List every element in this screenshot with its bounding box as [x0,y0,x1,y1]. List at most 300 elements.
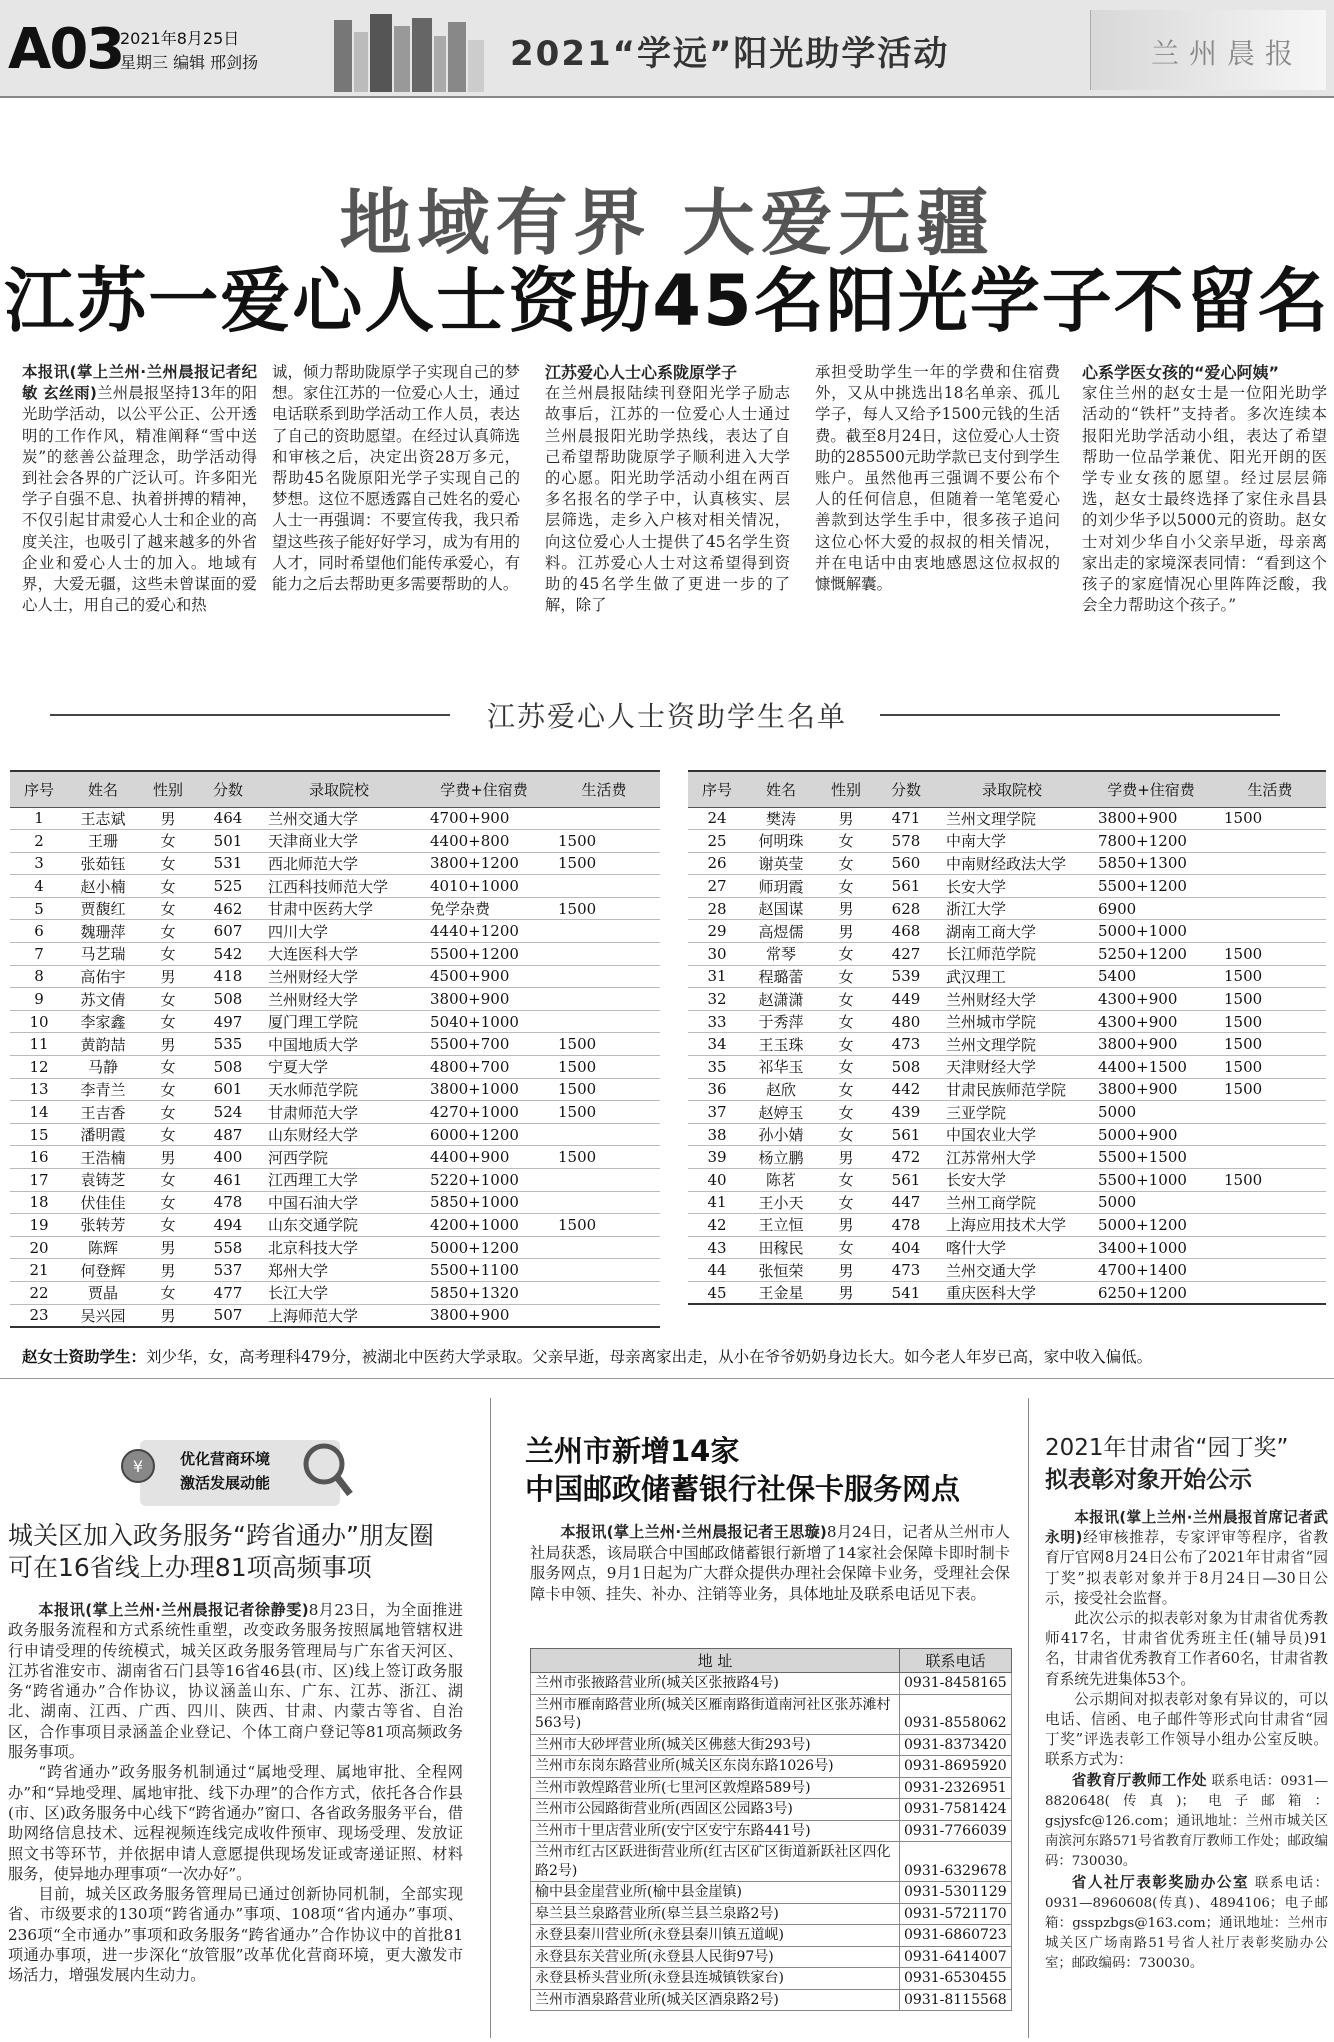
table-cell: 女 [138,920,198,943]
table-cell: 508 [198,1056,258,1079]
byline: 本报讯(掌上兰州·兰州晨报记者徐静雯) [38,1601,309,1619]
table-cell: 4300+900 [1088,988,1214,1011]
paragraph: 此次公示的拟表彰对象为甘肃省优秀教师417名，甘肃省优秀班主任(辅导员)91名，甘肃省优秀教育工作者60名，甘肃省教育系统先进集体53个。 [1045,1610,1328,1688]
table-cell: 561 [876,1123,936,1146]
table-cell: 4700+1400 [1088,1259,1214,1282]
table-cell: 497 [198,1010,258,1033]
table-row [688,1214,1326,1237]
table-cell: 女 [816,1078,876,1101]
column-header: 姓名 [68,771,138,807]
table-row [688,1281,1326,1304]
logo-text: 兰州晨报 [1151,37,1304,70]
phone-cell: 0931-7766039 [900,1820,1012,1842]
table-cell: 兰州财经大学 [258,988,420,1011]
table-cell: 24 [688,807,746,830]
table-cell: 5500+1000 [1088,1169,1214,1192]
table-cell: 兰州交通大学 [936,1259,1088,1282]
table-cell: 13 [10,1078,68,1101]
table-row [688,1236,1326,1259]
article-column-4 [815,362,1060,595]
table-cell: 王吉香 [68,1101,138,1124]
table-cell: 27 [688,875,746,898]
table-cell: 江苏常州大学 [936,1146,1088,1169]
table-cell: 王志斌 [68,807,138,830]
table-row [688,875,1326,898]
table-cell: 29 [688,920,746,943]
table-cell: 男 [138,1304,198,1327]
table-row [531,1777,1012,1799]
paragraph [8,1600,463,1762]
column-header: 生活费 [1214,771,1326,807]
table-row [531,1842,1012,1882]
table-cell: 樊涛 [746,807,816,830]
table-cell: 4440+1200 [420,920,548,943]
article-text: 在兰州晨报陆续刊登阳光学子励志故事后，江苏的一位爱心人士通过兰州晨报阳光助学热线，表达了自己希望帮助陇原学子顺利进入大学的心愿。阳光助学活动小组在两百多名报名的学子中，认真核实、层层筛选，走乡入户核对相关情况，向这位爱心人士提供了45名学生资料。江苏爱心人士对这希望得到资助的45名学生做了更进一步的了解，除了 [545,384,790,615]
table-cell: 5000+1200 [420,1236,548,1259]
article-text: 兰州晨报坚持13年的阳光助学活动，以公平公正、公开透明的工作作风，精准阐释“雪中送炭”的慈善公益理念，助学活动得到社会各界的广泛认可。许多阳光学子自强不息、执着拼搏的精神，不仅引起甘肃爱心人士和企业的高度关注，也吸引了越来越多的外省企业和爱心人士的加入。地域有界，大爱无疆，这些未曾谋面的爱心人士，用自己的爱心和热 [22,384,257,615]
table-cell: 江西理工大学 [258,1169,420,1192]
column-header: 序号 [688,771,746,807]
table-cell: 418 [198,965,258,988]
table-row [10,965,660,988]
table-row [688,830,1326,853]
table-row [10,1214,660,1237]
table-cell: 2 [10,830,68,853]
headline-primary: 地域有界 大爱无疆 [339,181,995,265]
table-cell: 浙江大学 [936,897,1088,920]
table-cell: 23 [10,1304,68,1327]
title-line-2: 拟表彰对象开始公示 [1045,1467,1252,1493]
address-cell: 兰州市公园路街营业所(西固区公园路3号) [531,1799,900,1821]
phone-cell: 0931-8458165 [900,1673,1012,1695]
table-cell: 4300+900 [1088,1010,1214,1033]
article-text: 承担受助学生一年的学费和住宿费外，又从中挑选出18名单亲、孤儿学子，每人又给予1500元钱的生活费。截至8月24日，这位爱心人士资助的285500元助学款已支付到学生账户。虽然他再三强调不要公布个人的任何信息，但随着一笔笔爱心善款到达学生手中，很多孩子追问这位心怀大爱的叔叔的相关情况，并在电话中由衷地感恩这位叔叔的慷慨解囊。 [815,363,1060,594]
table-row [10,1236,660,1259]
table-cell [548,875,660,898]
table-cell: 1500 [1214,943,1326,966]
table-cell: 李家鑫 [68,1010,138,1033]
table-cell: 4010+1000 [420,875,548,898]
table-cell: 郑州大学 [258,1259,420,1282]
table-cell: 高佑宇 [68,965,138,988]
table-cell: 女 [138,1214,198,1237]
table-cell: 6 [10,920,68,943]
article-title [8,1520,478,1584]
title-line-2: 中国邮政储蓄银行社保卡服务网点 [525,1472,961,1506]
table-cell: 赵潇潇 [746,988,816,1011]
roster-header-row [688,771,1326,807]
table-row [10,1259,660,1282]
table-cell: 宁夏大学 [258,1056,420,1079]
table-cell: 天津财经大学 [936,1056,1088,1079]
phone-cell: 0931-8558062 [900,1694,1012,1734]
contact-text: 联系电话：0931—8820648(传真)；电子邮箱：gsjysfc@126.com；通讯地址：兰州市城关区南滨河东路571号省教育厅教师工作处；邮政编码：730030。 [1045,1773,1328,1870]
roster-table-right [688,770,1326,1305]
table-cell: 上海应用技术大学 [936,1214,1088,1237]
table-cell: 5220+1000 [420,1169,548,1192]
table-cell: 王金星 [746,1281,816,1304]
table-cell: 兰州交通大学 [258,807,420,830]
table-cell: 女 [138,1056,198,1079]
table-cell [548,1010,660,1033]
table-cell: 487 [198,1123,258,1146]
table-cell: 480 [876,1010,936,1033]
table-row [10,1146,660,1169]
table-cell: 31 [688,965,746,988]
table-cell [548,1123,660,1146]
table-cell: 1500 [1214,1078,1326,1101]
phone-cell: 0931-6329678 [900,1842,1012,1882]
table-cell: 甘肃中医药大学 [258,897,420,920]
table-row [10,1033,660,1056]
column-divider [1028,1398,1029,2038]
column-header: 分数 [876,771,936,807]
table-cell: 3400+1000 [1088,1236,1214,1259]
table-cell: 5400 [1088,965,1214,988]
roster-header-row [10,771,660,807]
address-cell: 兰州市张掖路营业所(城关区张掖路4号) [531,1673,900,1695]
table-cell: 6250+1200 [1088,1281,1214,1304]
table-cell: 44 [688,1259,746,1282]
table-cell: 5000 [1088,1101,1214,1124]
table-cell: 3800+1000 [420,1078,548,1101]
table-cell: 5 [10,897,68,920]
table-cell: 6000+1200 [420,1123,548,1146]
table-cell: 578 [876,830,936,853]
table-cell: 5850+1300 [1088,852,1214,875]
table-cell: 541 [876,1281,936,1304]
table-cell: 贾馥红 [68,897,138,920]
table-cell: 伏佳佳 [68,1191,138,1214]
table-cell: 3800+900 [420,1304,548,1327]
table-cell: 39 [688,1146,746,1169]
table-cell: 473 [876,1259,936,1282]
table-row [531,1673,1012,1695]
table-cell: 41 [688,1191,746,1214]
roster-title: 江苏爱心人士资助学生名单 [486,700,847,733]
article-text: 诚，倾力帮助陇原学子实现自己的梦想。家住江苏的一位爱心人士，通过电话联系到助学活动工作人员，表达了自己的资助愿望。在经过认真筛选和审核之后，决定出资28万多元，帮助45名陇原阳光学子实现自己的梦想。这位不愿透露自己姓名的爱心人士一再强调：不要宣传我，我只希望这些孩子能好好学习，成为有用的人才，同时希望他们能传承爱心，有能力之后去帮助更多需要帮助的人。 [272,363,520,594]
table-cell [548,1281,660,1304]
table-cell: 7800+1200 [1088,830,1214,853]
table-cell: 高煜儒 [746,920,816,943]
table-row [10,875,660,898]
table-cell: 21 [10,1259,68,1282]
table-cell: 531 [198,852,258,875]
table-cell: 西北师范大学 [258,852,420,875]
table-cell: 女 [138,875,198,898]
table-cell: 兰州文理学院 [936,807,1088,830]
table-cell [1214,897,1326,920]
table-cell [1214,852,1326,875]
table-cell: 魏珊萍 [68,920,138,943]
table-cell: 谢英莹 [746,852,816,875]
address-cell: 兰州市雁南路营业所(城关区雁南路街道南河社区张苏滩村563号) [531,1694,900,1734]
paragraph: 公示期间对拟表彰对象有异议的，可以电话、信函、电子邮件等形式向甘肃省“园丁奖”评选表彰工作领导小组办公室反映。联系方式为： [1045,1690,1328,1769]
table-row [688,852,1326,875]
table-row [531,1968,1012,1990]
table-cell: 男 [816,807,876,830]
table-row [688,1146,1326,1169]
table-cell: 兰州财经大学 [258,965,420,988]
table-cell: 449 [876,988,936,1011]
table-cell: 478 [198,1191,258,1214]
sponsored-student-note [22,1345,1322,1367]
table-cell: 中国石油大学 [258,1191,420,1214]
table-cell: 杨立鹏 [746,1146,816,1169]
table-cell: 厦门理工学院 [258,1010,420,1033]
table-cell [548,920,660,943]
table-cell [548,1236,660,1259]
table-cell: 4500+900 [420,965,548,988]
table-cell: 女 [138,988,198,1011]
books-icon [330,10,490,94]
table-cell: 5500+1500 [1088,1146,1214,1169]
newspaper-logo [1090,10,1326,90]
table-cell: 甘肃民族师范学院 [936,1078,1088,1101]
table-cell [1214,920,1326,943]
contact-heading: 省教育厅教师工作处 [1071,1771,1207,1789]
table-cell: 4400+1500 [1088,1056,1214,1079]
article-column-3 [545,362,790,616]
table-cell: 5850+1000 [420,1191,548,1214]
paragraph: “跨省通办”政务服务机制通过“属地受理、属地审批、全程网办”和“异地受理、属地审批、线下办理”的合作方式，依托各合作县(市、区)政务服务中心线下“跨省通办”窗口、各省政务服务平台，借助网络信息技术、远程视频连线完成收件预审、现场受理、发放证照文书等环节，并依据申请人意愿提供现场发证或寄递证照、材料服务，使异地办理事项“一次办好”。 [8,1763,463,1883]
table-cell [548,965,660,988]
table-row [531,1925,1012,1947]
contact-text: 联系电话：0931—8960608(传真)、4894106；电子邮箱：gsspzbgs@163.com；通讯地址：兰州市城关区广场南路51号省人社厅表彰奖励办公室；邮政编码：730030。 [1045,1875,1328,1972]
table-cell: 1500 [548,1214,660,1237]
table-cell [548,1191,660,1214]
table-row [531,1756,1012,1778]
table-cell: 7 [10,943,68,966]
table-cell: 4800+700 [420,1056,548,1079]
table-cell: 28 [688,897,746,920]
table-cell: 河西学院 [258,1146,420,1169]
address-cell: 兰州市敦煌路营业所(七里河区敦煌路589号) [531,1777,900,1799]
table-cell: 5500+1200 [420,943,548,966]
table-cell: 447 [876,1191,936,1214]
column-header: 性别 [816,771,876,807]
table-cell: 42 [688,1214,746,1237]
table-cell: 11 [10,1033,68,1056]
issue-date: 2021年8月25日 [120,29,240,48]
postal-outlets-table [530,1648,1012,2011]
table-cell: 37 [688,1101,746,1124]
table-cell: 17 [10,1169,68,1192]
table-cell: 男 [816,1146,876,1169]
table-cell: 18 [10,1191,68,1214]
table-cell: 女 [816,1169,876,1192]
table-row [10,1010,660,1033]
table-row [531,1694,1012,1734]
note-text: 刘少华，女，高考理科479分，被湖北中医药大学录取。父亲早逝，母亲离家出走，从小在爷爷奶奶身边长大。如今老人年岁已高，家中收入偏低。 [146,1348,1153,1366]
table-cell: 15 [10,1123,68,1146]
table-cell: 王立恒 [746,1214,816,1237]
table-cell: 女 [138,1123,198,1146]
table-cell: 田稼民 [746,1236,816,1259]
table-cell: 1 [10,807,68,830]
table-row [10,1169,660,1192]
table-cell: 男 [816,920,876,943]
table-cell: 4400+800 [420,830,548,853]
table-cell: 程璐蕾 [746,965,816,988]
article-column-1 [22,362,257,616]
title-line-1: 兰州市新增14家 [525,1434,740,1468]
table-cell: 1500 [1214,807,1326,830]
table-row [10,1191,660,1214]
table-cell: 江西科技师范大学 [258,875,420,898]
issue-meta: 星期三 编辑 邢剑扬 [120,53,259,72]
table-cell: 于秀萍 [746,1010,816,1033]
byline: 本报讯(掌上兰州·兰州晨报记者王思璇) [560,1523,827,1541]
table-cell: 武汉理工 [936,965,1088,988]
phone-cell: 0931-6414007 [900,1946,1012,1968]
table-cell: 甘肃师范大学 [258,1101,420,1124]
table-cell: 男 [816,897,876,920]
address-cell: 兰州市十里店营业所(安宁区安宁东路441号) [531,1820,900,1842]
headline-secondary: 江苏一爱心人士资助45名阳光学子不留名 [4,260,1330,342]
table-cell: 38 [688,1123,746,1146]
table-cell [548,1259,660,1282]
table-cell: 女 [816,1236,876,1259]
phone-cell: 0931-6530455 [900,1968,1012,1990]
table-cell [1214,830,1326,853]
table-cell: 468 [876,920,936,943]
magnifier-icon [300,1440,354,1500]
table-cell: 5250+1200 [1088,943,1214,966]
article-text: 家住兰州的赵女士是一位阳光助学活动的“铁杆”支持者。多次连续本报阳光助学活动小组，表达了希望帮助一位品学兼优、阳光开朗的医学专业女孩的愿望。经过层层筛选，赵女士最终选择了家住永昌县的刘少华予以5000元的资助。赵女士对刘少华自小父亲早逝，母亲离家出走的家境深表同情：“看到这个孩子的家庭情况心里阵阵泛酸，我会全力帮助这个孩子。” [1082,384,1327,615]
table-cell: 男 [138,1033,198,1056]
title-line-1: 城关区加入政务服务“跨省通办”朋友圈 [8,1521,434,1550]
table-cell: 508 [198,988,258,1011]
column-header: 学费+住宿费 [420,771,548,807]
table-row [688,1033,1326,1056]
table-cell: 560 [876,852,936,875]
address-cell: 兰州市酒泉路营业所(城关区酒泉路2号) [531,1989,900,2011]
table-cell: 女 [816,852,876,875]
table-cell: 张茹钰 [68,852,138,875]
table-cell: 3800+900 [420,988,548,1011]
paragraph-text: 经审核推荐，专家评审等程序，省教育厅官网8月24日公布了2021年甘肃省“园丁奖”拟表彰对象并于8月24日—30日公示，接受社会监督。 [1045,1529,1328,1607]
table-cell: 501 [198,830,258,853]
article-body [8,1600,463,1986]
table-cell: 5000+900 [1088,1123,1214,1146]
table-cell: 中国地质大学 [258,1033,420,1056]
table-cell: 王浩楠 [68,1146,138,1169]
table-cell: 何明珠 [746,830,816,853]
article-title [525,1432,1015,1508]
paragraph-text: 8月23日，为全面推进政务服务流程和方式系统性重塑，改变政务服务按照属地管辖权进行申请受理的传统模式，城关区政务服务管理局与广东省天河区、江苏省淮安市、湖南省石门县等16省46县(市、区)线上签订政务服务“跨省通办”合作协议，协议涵盖山东、广东、江苏、浙江、湖北、湖南、江西、广西、四川、陕西、甘肃、内蒙古等省、自治区，合作事项目录涵盖企业登记、个体工商户登记等81项高频政务服务事项。 [8,1601,463,1762]
table-row [688,807,1326,830]
address-cell: 兰州市东岗东路营业所(城关区东岗东路1026号) [531,1756,900,1778]
table-row [531,1799,1012,1821]
table-row [531,1903,1012,1925]
table-row [10,920,660,943]
table-cell: 王珊 [68,830,138,853]
table-cell: 12 [10,1056,68,1079]
table-cell: 539 [876,965,936,988]
table-cell [548,943,660,966]
table-cell: 4270+1000 [420,1101,548,1124]
table-cell: 大连医科大学 [258,943,420,966]
table-cell: 女 [816,1101,876,1124]
table-row [688,1056,1326,1079]
column-header: 性别 [138,771,198,807]
table-cell: 长安大学 [936,875,1088,898]
table-row [688,1010,1326,1033]
table-cell: 女 [138,1191,198,1214]
table-cell [548,807,660,830]
table-cell: 马静 [68,1056,138,1079]
table-cell [1214,1214,1326,1237]
address-cell: 榆中县金崖营业所(榆中县金崖镇) [531,1882,900,1904]
table-cell: 张转芳 [68,1214,138,1237]
table-cell [1214,1146,1326,1169]
table-cell: 1500 [548,830,660,853]
table-cell: 1500 [1214,988,1326,1011]
table-cell: 561 [876,875,936,898]
table-cell: 16 [10,1146,68,1169]
table-cell: 1500 [1214,1033,1326,1056]
table-cell: 1500 [548,1056,660,1079]
table-cell: 1500 [548,897,660,920]
paragraph-text: 8月24日，记者从兰州市人社局获悉，该局联合中国邮政储蓄银行新增了14家社会保障卡即时制卡服务网点，9月1日起为广大群众提供办理社会保障卡业务，受理社会保障卡申领、挂失、补办、注销等业务，具体地址及联系电话见下表。 [530,1523,1010,1603]
table-cell: 40 [688,1169,746,1192]
column-header: 生活费 [548,771,660,807]
table-row [688,1191,1326,1214]
table-cell: 558 [198,1236,258,1259]
table-cell: 607 [198,920,258,943]
table-row [531,1734,1012,1756]
table-cell: 3 [10,852,68,875]
table-cell: 5500+1100 [420,1259,548,1282]
table-row [688,1259,1326,1282]
table-cell [1214,875,1326,898]
table-cell: 山东财经大学 [258,1123,420,1146]
table-cell: 5850+1320 [420,1281,548,1304]
table-cell: 1500 [1214,1010,1326,1033]
paragraph [530,1522,1010,1604]
table-cell: 1500 [548,1033,660,1056]
phone-cell: 0931-7581424 [900,1799,1012,1821]
table-row [10,1078,660,1101]
address-cell: 永登县东关营业所(永登县人民街97号) [531,1946,900,1968]
table-cell: 北京科技大学 [258,1236,420,1259]
byline: 本报讯(掌上兰州·兰州晨报首席记者武永明) [1045,1509,1328,1547]
table-cell: 女 [816,830,876,853]
table-cell: 34 [688,1033,746,1056]
table-row [10,1101,660,1124]
table-row [531,1882,1012,1904]
table-cell: 628 [876,897,936,920]
table-cell: 女 [138,897,198,920]
table-row [10,1123,660,1146]
table-cell [1214,1281,1326,1304]
article-title [1045,1432,1330,1496]
table-cell: 天水师范学院 [258,1078,420,1101]
table-cell: 471 [876,807,936,830]
table-cell: 535 [198,1033,258,1056]
phone-cell: 0931-6860723 [900,1925,1012,1947]
column-header: 录取院校 [258,771,420,807]
table-row [531,1946,1012,1968]
address-cell: 永登县桥头营业所(永登县连城镇铁家台) [531,1968,900,1990]
table-cell: 5500+1200 [1088,875,1214,898]
table-cell: 兰州工商学院 [936,1191,1088,1214]
table-cell: 中南大学 [936,830,1088,853]
postal-header-row [531,1649,1012,1673]
table-cell: 女 [816,965,876,988]
table-cell: 女 [816,1123,876,1146]
